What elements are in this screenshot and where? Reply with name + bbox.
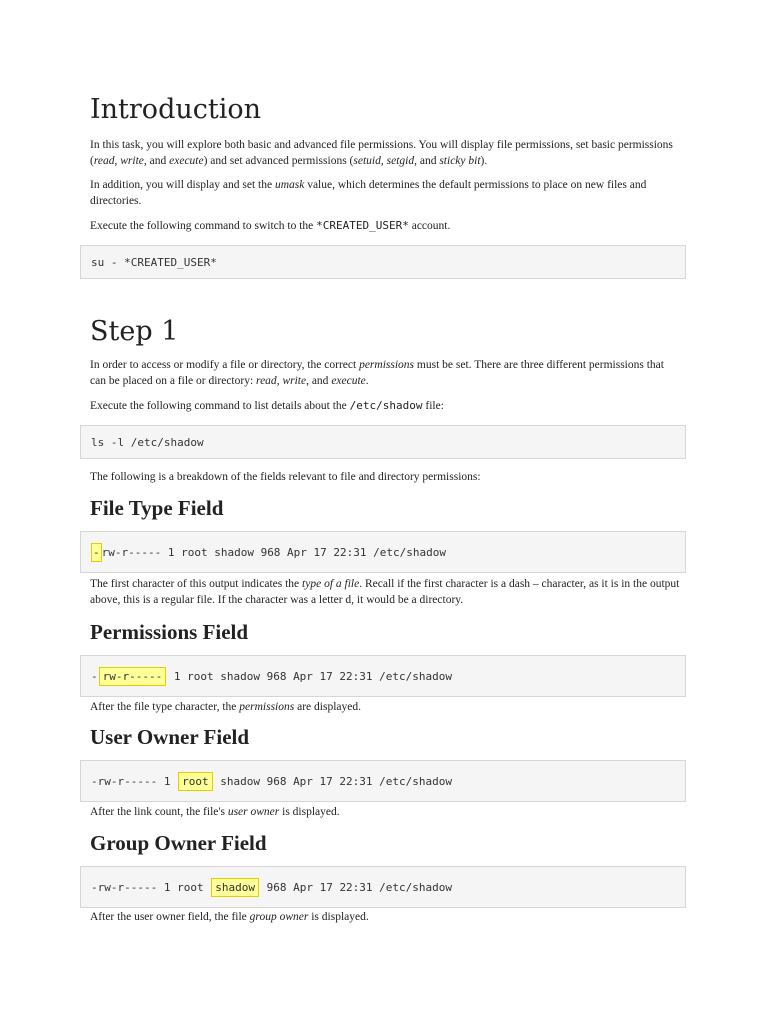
code-block-ls[interactable]: ls -l /etc/shadow <box>80 425 686 459</box>
step1-paragraph-3: The following is a breakdown of the fields relevant to file and directory permissions: <box>90 471 481 483</box>
highlight-group-owner: shadow <box>211 878 259 897</box>
group-owner-description: After the user owner field, the file group owner is displayed. <box>90 911 369 923</box>
file-type-description: The first character of this output indicates the type of a file. Recall if the first character is a dash – character, as it is in the output above, this is a regular file. If the character was a letter d, it would be a directory. <box>90 578 680 606</box>
user-owner-description: After the link count, the file's user owner is displayed. <box>90 806 340 818</box>
step1-paragraph-1: In order to access or modify a file or directory, the correct permissions must be set. There are three different permissions that can be placed on a file or directory: read, write, and execute. <box>90 359 664 387</box>
user-owner-heading: User Owner Field <box>90 725 250 749</box>
inline-code-created-user: *CREATED_USER* <box>316 219 409 232</box>
inline-code-etc-shadow: /etc/shadow <box>349 399 423 412</box>
intro-heading: Introduction <box>90 94 261 125</box>
highlight-file-type: - <box>91 543 102 562</box>
highlight-user-owner: root <box>178 772 213 791</box>
code-block-group-owner[interactable]: -rw-r----- 1 root shadow 968 Apr 17 22:31 /etc/shadow <box>80 866 686 908</box>
file-type-heading: File Type Field <box>90 496 224 520</box>
intro-paragraph-2: In addition, you will display and set the umask value, which determines the default permissions to place on new files and directories. <box>90 179 647 207</box>
step1-heading: Step 1 <box>90 316 179 347</box>
permissions-description: After the file type character, the permissions are displayed. <box>90 701 361 713</box>
intro-paragraph-3: Execute the following command to switch to the *CREATED_USER* account. <box>90 219 451 232</box>
code-block-permissions[interactable]: - rw-r----- 1 root shadow 968 Apr 17 22:31 /etc/shadow <box>80 655 686 697</box>
code-block-user-owner[interactable]: -rw-r----- 1 root shadow 968 Apr 17 22:31 /etc/shadow <box>80 760 686 802</box>
step1-paragraph-2: Execute the following command to list details about the /etc/shadow file: <box>90 399 444 412</box>
code-block-su[interactable]: su - *CREATED_USER* <box>80 245 686 279</box>
group-owner-heading: Group Owner Field <box>90 831 267 855</box>
highlight-permissions: rw-r----- <box>99 667 167 686</box>
permissions-heading: Permissions Field <box>90 620 249 644</box>
code-block-file-type[interactable]: - rw-r----- 1 root shadow 968 Apr 17 22:31 /etc/shadow <box>80 531 686 573</box>
intro-paragraph-1: In this task, you will explore both basic and advanced file permissions. You will display file permissions, set basic permissions (read, write, and execute) and set advanced permissions (setuid, setgid, and sticky bit). <box>90 139 673 167</box>
